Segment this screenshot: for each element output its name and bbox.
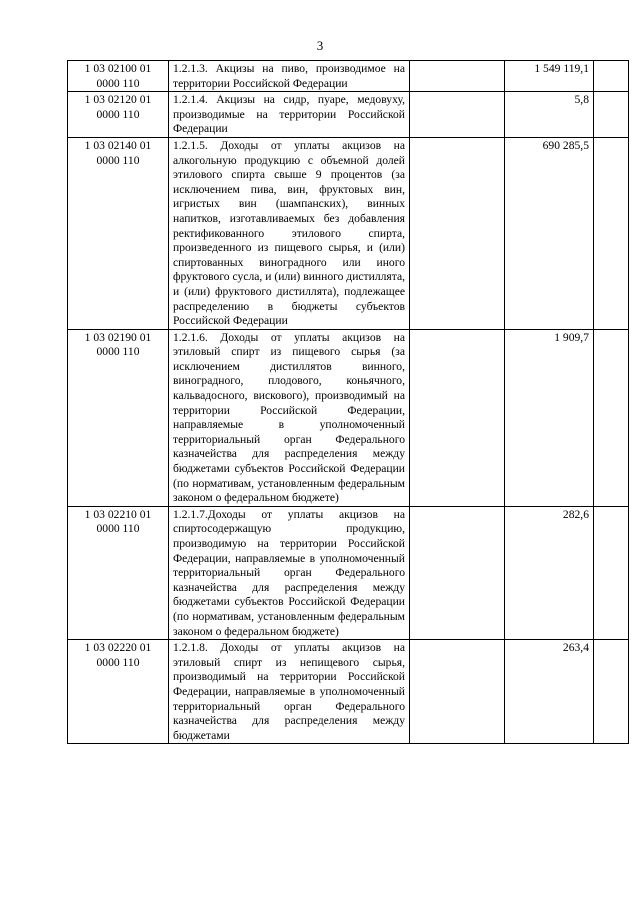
empty-cell bbox=[594, 506, 629, 639]
revenue-description: 1.2.1.3. Акцизы на пиво, производимое на территории Российской Федерации bbox=[169, 61, 410, 92]
table-row bbox=[68, 137, 629, 329]
table-row bbox=[68, 92, 629, 138]
empty-cell bbox=[410, 506, 505, 639]
table-row bbox=[68, 640, 629, 744]
budget-classification-code: 1 03 02210 01 0000 110 bbox=[68, 506, 169, 639]
budget-classification-code: 1 03 02140 01 0000 110 bbox=[68, 137, 169, 329]
revenue-amount: 5,8 bbox=[505, 92, 594, 138]
empty-cell bbox=[594, 640, 629, 744]
budget-revenue-table bbox=[67, 60, 629, 744]
revenue-amount: 1 909,7 bbox=[505, 329, 594, 506]
revenue-description: 1.2.1.7.Доходы от уплаты акцизов на спиртосодержащую продукцию, производимую на территории Российской Федерации, направляемые в уполномоченный территориальный орган Федерального казначейства для распределения между бюджетами субъектов Российской Федерации (по нормативам, установленным федеральным законом о федеральном бюджете) bbox=[169, 506, 410, 639]
page-number: 3 bbox=[316, 38, 324, 53]
revenue-amount: 1 549 119,1 bbox=[505, 61, 594, 92]
revenue-amount: 690 285,5 bbox=[505, 137, 594, 329]
empty-cell bbox=[410, 137, 505, 329]
budget-classification-code: 1 03 02100 01 0000 110 bbox=[68, 61, 169, 92]
empty-cell bbox=[594, 329, 629, 506]
budget-classification-code: 1 03 02190 01 0000 110 bbox=[68, 329, 169, 506]
empty-cell bbox=[410, 92, 505, 138]
revenue-description: 1.2.1.8. Доходы от уплаты акцизов на этиловый спирт из непищевого сырья, производимый на территории Российской Федерации, направляемые в уполномоченный территориальный орган Федерального казначейства для распределения между бюджетами bbox=[169, 640, 410, 744]
revenue-description: 1.2.1.6. Доходы от уплаты акцизов на этиловый спирт из пищевого сырья (за исключением дистиллятов винного, виноградного, плодового, коньячного, кальвадосного, вискового), производимый на территории Российской Федерации, направляемые в уполномоченный территориальный орган Федерального казначейства для распределения между бюджетами субъектов Российской Федерации (по нормативам, установленным федеральным законом о федеральном бюджете) bbox=[169, 329, 410, 506]
empty-cell bbox=[410, 329, 505, 506]
revenue-amount: 263,4 bbox=[505, 640, 594, 744]
table-row bbox=[68, 506, 629, 639]
empty-cell bbox=[410, 640, 505, 744]
budget-classification-code: 1 03 02120 01 0000 110 bbox=[68, 92, 169, 138]
table-row bbox=[68, 61, 629, 92]
revenue-description: 1.2.1.4. Акцизы на сидр, пуаре, медовуху, производимые на территории Российской Федерации bbox=[169, 92, 410, 138]
revenue-amount: 282,6 bbox=[505, 506, 594, 639]
empty-cell bbox=[594, 61, 629, 92]
empty-cell bbox=[410, 61, 505, 92]
empty-cell bbox=[594, 137, 629, 329]
budget-classification-code: 1 03 02220 01 0000 110 bbox=[68, 640, 169, 744]
revenue-description: 1.2.1.5. Доходы от уплаты акцизов на алкогольную продукцию с объемной долей этилового спирта свыше 9 процентов (за исключением пива, вин, фруктовых вин, игристых вин (шампанских), винных напитков, изготавливаемых без добавления ректификованного этилового спирта, произведенного из пищевого сырья, и (или) спиртованных виноградного или иного фруктового сусла, и (или) винного дистиллята, и (или) фруктового дистиллята), подлежащее распределению в бюджеты субъектов Российской Федерации bbox=[169, 137, 410, 329]
empty-cell bbox=[594, 92, 629, 138]
table-row bbox=[68, 329, 629, 506]
